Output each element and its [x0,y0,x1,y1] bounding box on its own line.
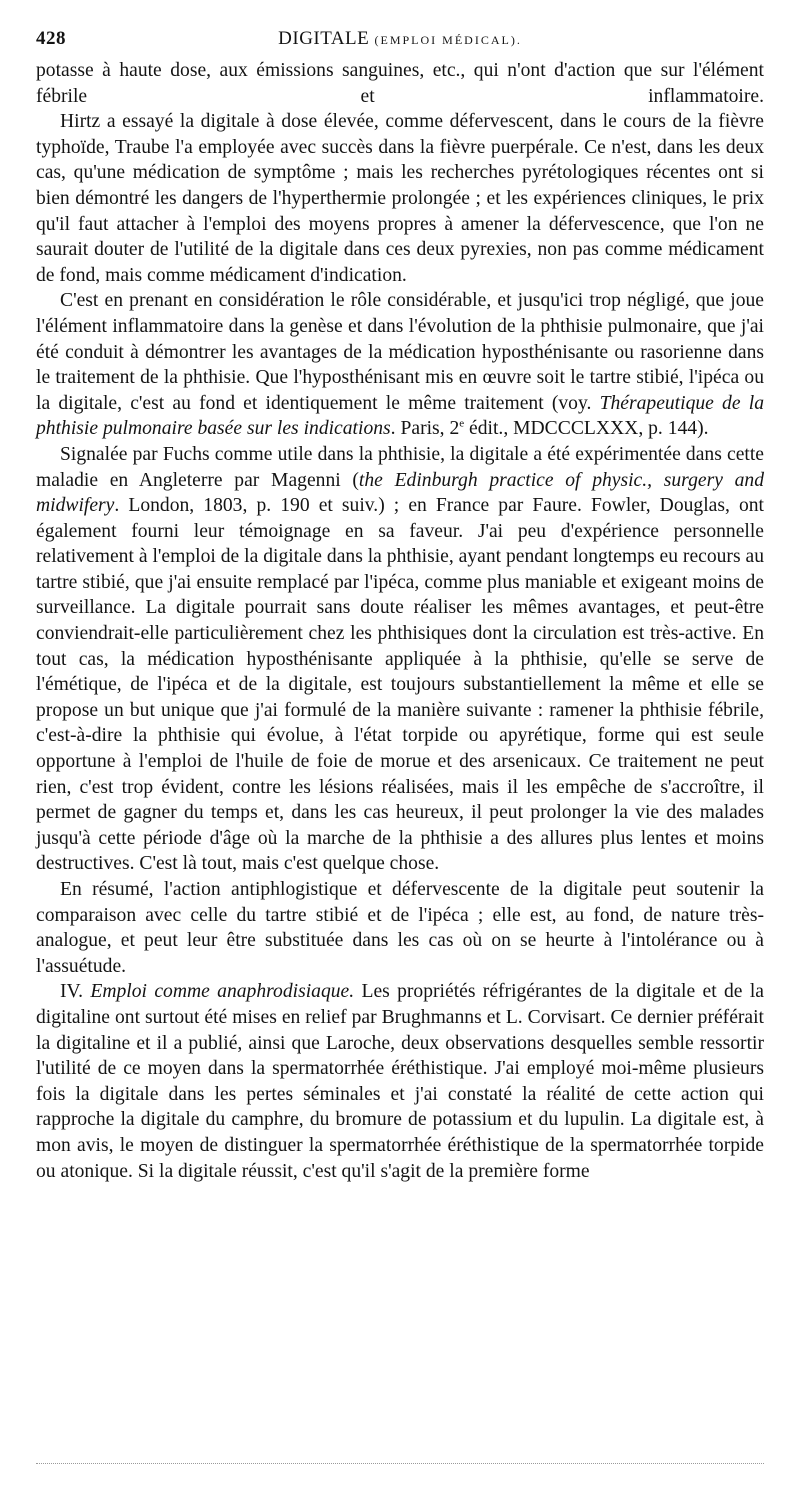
paragraph-5 [36,877,764,979]
book-page [36,28,764,1184]
paragraph-4-text-after: . London, 1803, p. 190 et suiv.) ; en France par Faure. Fowler, Douglas, ont également fourni leur témoignage en sa faveur. J'ai peu d'expérience personnelle relativement à l'emploi de la digitale dans la phthisie, ayant pendant longtemps eu recours au tartre stibié, que j'ai ensuite remplacé par l'ipéca, comme plus maniable et exigeant moins de surveillance. La digitale pourrait sans doute réaliser les mêmes avantages, et peut-être conviendrait-elle particulièrement chez les phthisiques dont la circulation est très-active. En tout cas, la médication hyposthénisante appliquée à la phthisie, qu'elle se serve de l'émétique, de l'ipéca et de la digitale, est toujours substantiellement la même et elle se propose un but unique que j'ai formulé de la manière suivante : ramener la phthisie fébrile, c'est-à-dire la phthisie qui évolue, à l'état torpide ou apyrétique, forme qui est seule opportune à l'emploi de l'huile de foie de morue et des arsenicaux. Ce traitement ne peut rien, c'est trop évident, contre les lésions réalisées, mais il les empêche de s'accroître, il permet de gagner du temps et, dans les cas heureux, il peut prolonger la vie des malades jusqu'à cette période d'âge où la marche de la phthisie a des allures plus lentes et moins destructives. C'est là tout, mais c'est quelque chose. [36,495,764,875]
paragraph-1-text: potasse à haute dose, aux émissions sanguines, etc., qui n'ont d'action que sur l'élément fébrile et inflammatoire. [36,60,764,107]
paragraph-2-text: Hirtz a essayé la digitale à dose élevée, comme défervescent, dans le cours de la fièvre typhoïde, Traube l'a employée avec succès dans la fièvre puerpérale. Ce n'est, dans les deux cas, qu'une médication de symptôme ; mais les recherches pyrétologiques récentes ont si bien démontré les dangers de l'hyperthermie prolongée ; et les expériences cliniques, le prix qu'il faut attacher à l'emploi des moyens propres à amener la défervescence, que l'on ne saurait douter de l'utilité de la digitale dans ces deux pyrexies, non pas comme médicament de fond, mais comme médicament d'indication. [36,111,764,286]
paragraph-3-text-end: édit., MDCCCLXXX, p. 144). [464,418,709,440]
reference-title-italic: the Edinburgh practice of physic., surgery and midwifery [36,469,764,517]
section-number: IV. [60,981,91,1003]
page-number: 428 [36,28,66,49]
footer-divider [36,1463,764,1465]
paragraph-6-text: Les propriétés réfrigérantes de la digitale et de la digitaline ont surtout été mises en relief par Brughmanns et L. Corvisart. Ce dernier préférait la digitaline et il a publié, ainsi que Laroche, deux observations desquelles semble ressortir l'utilité de ce moyen dans la spermatorrhée éréthistique. J'ai employé moi-même plusieurs fois la digitale dans les pertes séminales et j'ai constaté la réalité de cette action qui rapproche la digitale du camphre, du bromure de potassium et du lupulin. La digitale est, à mon avis, le moyen de distinguer la spermatorrhée éréthistique de la spermatorrhée torpide ou atonique. Si la digitale réussit, c'est qu'il s'agit de la première forme [36,981,764,1182]
running-head-title: DIGITALE [278,28,370,49]
paragraph-1 [36,58,764,109]
running-head-subtitle: (EMPLOI MÉDICAL). [374,33,522,47]
page-header [36,28,764,58]
edition-superscript: e [459,417,465,430]
paragraph-2 [36,109,764,288]
paragraph-4-text: Signalée par Fuchs comme utile dans la phthisie, la digitale a été expérimentée dans cette maladie en Angleterre par Magenni ( [36,443,764,491]
paragraph-6 [36,979,764,1184]
running-head [156,28,764,50]
paragraph-5-text: En résumé, l'action antiphlogistique et défervescente de la digitale peut soutenir la comparaison avec celle du tartre stibié et de l'ipéca ; elle est, au fond, de nature très-analogue, et peut leur être substituée dans les cas où on se heurte à l'intolérance ou à l'assuétude. [36,879,764,977]
book-title-italic: Thérapeutique de la phthisie pulmonaire basée sur les indications [36,392,764,440]
paragraph-3 [36,288,764,442]
paragraph-4 [36,442,764,877]
section-heading-italic: Emploi comme anaphrodisiaque. [90,981,355,1003]
paragraph-3-text-after: . Paris, 2 [390,418,460,440]
paragraph-3-text: C'est en prenant en considération le rôle considérable, et jusqu'ici trop négligé, que joue l'élément inflammatoire dans la genèse et dans l'évolution de la phthisie pulmonaire, que j'ai été conduit à démontrer les avantages de la médication hyposthénisante ou rasorienne dans le traitement de la phthisie. Que l'hyposthénisant mis en œuvre soit le tartre stibié, l'ipéca ou la digitale, c'est au fond et identiquement le même traitement (voy. [36,290,764,414]
body-text [36,58,764,1184]
